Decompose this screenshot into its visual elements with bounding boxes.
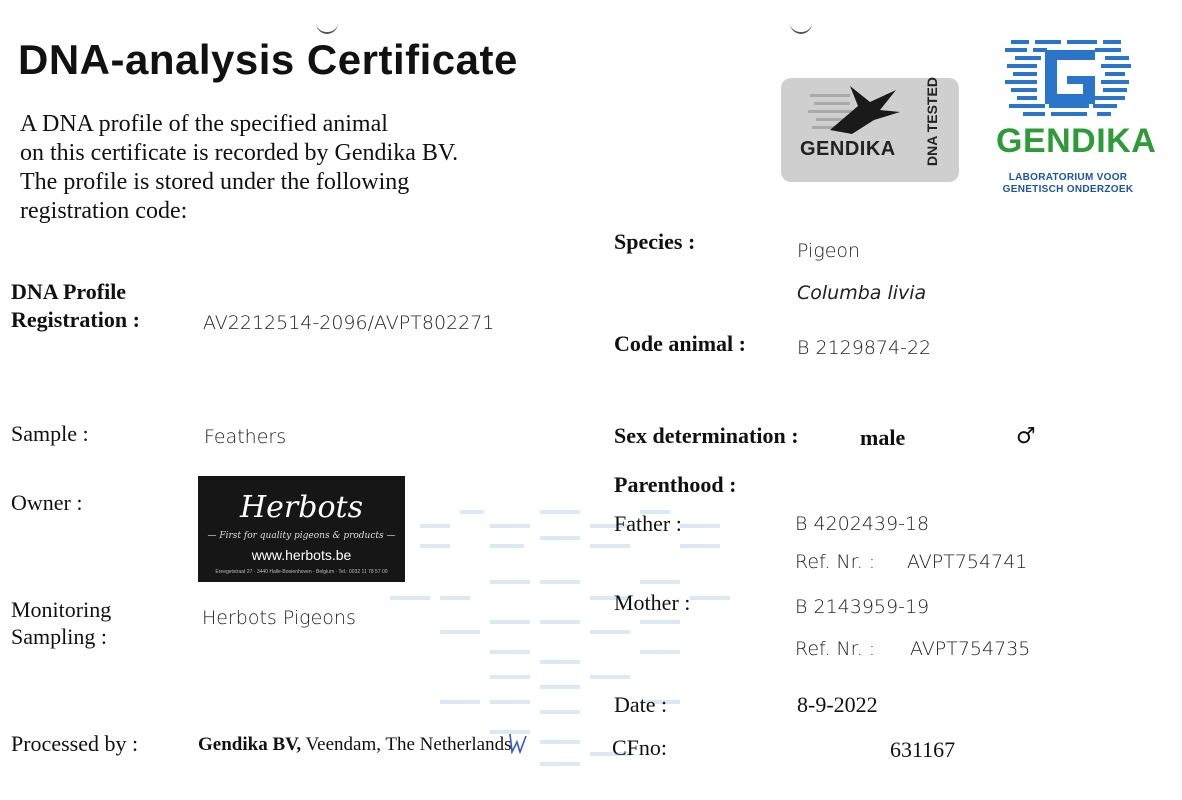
mother-ref-value: AVPT754735 bbox=[910, 638, 1031, 660]
monitoring-value: Herbots Pigeons bbox=[202, 607, 356, 629]
processed-location: Veendam, The Netherlands bbox=[301, 734, 512, 755]
code-animal-value: B 2129874-22 bbox=[797, 337, 932, 359]
processed-value bbox=[198, 734, 512, 756]
certificate-title: DNA-analysis Certificate bbox=[18, 36, 518, 83]
intro-line: registration code: bbox=[20, 198, 188, 224]
owner-label: Owner : bbox=[11, 490, 83, 515]
gendika-subtitle-line: LABORATORIUM VOOR bbox=[1008, 172, 1128, 183]
cfno-label: CFno: bbox=[612, 735, 668, 760]
date-label: Date : bbox=[614, 692, 668, 717]
species-common-value: Pigeon bbox=[797, 240, 861, 262]
sample-label: Sample : bbox=[11, 421, 89, 446]
bird-silhouette-icon bbox=[800, 80, 910, 140]
species-latin-value: Columba livia bbox=[797, 282, 927, 304]
monitoring-label-line: Monitoring bbox=[11, 597, 112, 622]
processed-label: Processed by : bbox=[11, 731, 139, 756]
herbots-logo bbox=[198, 476, 405, 582]
cfno-value: 631167 bbox=[890, 737, 956, 762]
sex-determination-label: Sex determination : bbox=[614, 423, 799, 448]
herbots-logo-website: www.herbots.be bbox=[251, 547, 352, 563]
monitoring-label bbox=[11, 596, 111, 650]
herbots-logo-tagline: — First for quality pigeons & products — bbox=[207, 531, 396, 541]
father-label: Father : bbox=[614, 511, 682, 536]
father-ref-label: Ref. Nr. : bbox=[795, 551, 876, 573]
intro-line: The profile is stored under the following bbox=[20, 169, 410, 195]
herbots-logo-name: Herbots bbox=[240, 490, 363, 525]
dna-tested-text: DNA TESTED bbox=[924, 77, 940, 166]
signature-mark-icon bbox=[508, 732, 528, 754]
sex-value: male bbox=[860, 425, 906, 450]
gendika-logo-text: GENDIKA bbox=[996, 122, 1157, 160]
profile-registration-value: AV2212514-2096/AVPT802271 bbox=[203, 312, 495, 334]
mother-ref-label: Ref. Nr. : bbox=[795, 638, 876, 660]
badge-side-label bbox=[902, 77, 952, 168]
intro-paragraph bbox=[20, 110, 458, 226]
herbots-logo-address: Ereegetstraat 27 · 3440 Halle-Booienhoven · Belgium · Tel.: 0032 11 78 57 00 bbox=[215, 569, 388, 575]
punch-mark-left bbox=[316, 10, 338, 34]
punch-mark-right bbox=[790, 10, 812, 34]
badge-brand-text: GENDIKA bbox=[800, 138, 896, 160]
father-ref-value: AVPT754741 bbox=[907, 551, 1028, 573]
father-code-value: B 4202439-18 bbox=[795, 513, 930, 535]
intro-line: on this certificate is recorded by Gendika BV. bbox=[20, 140, 459, 166]
profile-label-line: Registration : bbox=[11, 307, 140, 332]
mother-label: Mother : bbox=[614, 590, 691, 615]
processed-company: Gendika BV, bbox=[198, 734, 302, 755]
gendika-logo-mark-icon bbox=[1005, 36, 1135, 118]
gendika-logo-subtitle bbox=[998, 172, 1138, 196]
intro-line: A DNA profile of the specified animal bbox=[20, 111, 388, 137]
species-label: Species : bbox=[614, 229, 696, 254]
profile-label bbox=[11, 278, 140, 334]
monitoring-label-line: Sampling : bbox=[11, 624, 107, 649]
sample-value: Feathers bbox=[204, 426, 287, 448]
mother-code-value: B 2143959-19 bbox=[795, 596, 930, 618]
male-symbol-icon: ♂ bbox=[1016, 424, 1036, 449]
profile-label-line: DNA Profile bbox=[11, 279, 127, 304]
parenthood-label: Parenthood : bbox=[614, 472, 737, 497]
gendika-subtitle-line: GENETISCH ONDERZOEK bbox=[1002, 184, 1134, 195]
date-value: 8-9-2022 bbox=[797, 692, 878, 717]
code-animal-label: Code animal : bbox=[614, 331, 746, 356]
